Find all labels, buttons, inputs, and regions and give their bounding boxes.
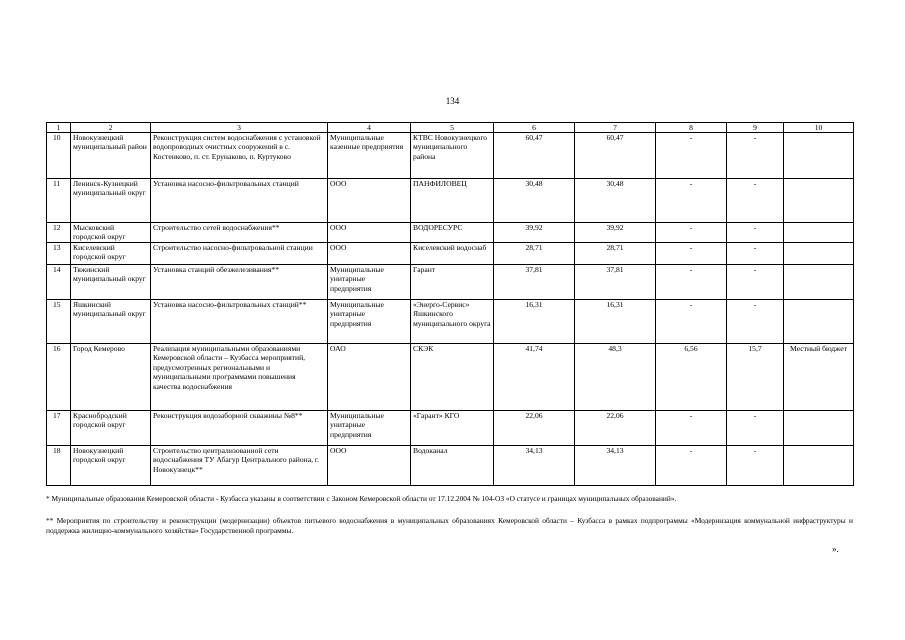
- organization-name-cell: СКЭК: [411, 344, 494, 411]
- activity-cell: Установка станций обезжелезивания**: [151, 265, 328, 300]
- municipality-cell: Киселевский городской округ: [71, 243, 151, 265]
- organization-name-cell: «Гарант» КГО: [411, 411, 494, 446]
- value-col8-cell: -: [656, 300, 727, 344]
- row-number-cell: 13: [47, 243, 71, 265]
- row-number-cell: 12: [47, 223, 71, 243]
- value-col6-cell: 39,92: [494, 223, 575, 243]
- value-col8-cell: -: [656, 243, 727, 265]
- value-col8-cell: -: [656, 265, 727, 300]
- organization-form-cell: Муниципальные унитарные предприятия: [328, 300, 411, 344]
- table-row: [47, 179, 854, 223]
- organization-name-cell: Гарант: [411, 265, 494, 300]
- row-number-cell: 17: [47, 411, 71, 446]
- organization-name-cell: Водоканал: [411, 446, 494, 486]
- value-col6-cell: 16,31: [494, 300, 575, 344]
- organization-name-cell: «Энерго-Сервис» Яшкинского муниципального округа: [411, 300, 494, 344]
- value-col9-cell: -: [727, 265, 784, 300]
- municipality-cell: Яшкинский муниципальный округ: [71, 300, 151, 344]
- footnote-measures: ** Мероприятия по строительству и реконструкции (модернизации) объектов питьевого водоснабжения в муниципальных образованиях Кемеровской области – Кузбасса в рамках подпрограммы «Модернизация коммунальной инфраструктуры и поддержка жилищно-коммунального хозяйства» Государственной программы.: [46, 516, 853, 535]
- value-col9-cell: -: [727, 223, 784, 243]
- funding-source-cell: [784, 446, 854, 486]
- value-col7-cell: 39,92: [575, 223, 656, 243]
- header-cell: 5: [411, 123, 494, 133]
- value-col9-cell: -: [727, 300, 784, 344]
- value-col6-cell: 34,13: [494, 446, 575, 486]
- value-col7-cell: 37,81: [575, 265, 656, 300]
- row-number-cell: 15: [47, 300, 71, 344]
- header-cell: 7: [575, 123, 656, 133]
- table-row: [47, 265, 854, 300]
- table-row: [47, 411, 854, 446]
- value-col6-cell: 22,06: [494, 411, 575, 446]
- activity-cell: Установка насосно-фильтровальных станций: [151, 179, 328, 223]
- table-row: [47, 300, 854, 344]
- organization-form-cell: Муниципальные казенные предприятия: [328, 133, 411, 179]
- activity-cell: Реконструкция систем водоснабжения с установкой водопроводных очистных сооружений в с. Костенково, п. ст. Ерунаково, п. Куртуково: [151, 133, 328, 179]
- value-col7-cell: 48,3: [575, 344, 656, 411]
- activity-cell: Строительство централизованной сети водоснабжения ТУ Абагур Центрального района, г. Новокузнецк**: [151, 446, 328, 486]
- value-col8-cell: 6,56: [656, 344, 727, 411]
- value-col6-cell: 30,48: [494, 179, 575, 223]
- value-col6-cell: 41,74: [494, 344, 575, 411]
- municipality-cell: Тяжинский муниципальный округ: [71, 265, 151, 300]
- funding-source-cell: [784, 243, 854, 265]
- value-col6-cell: 37,81: [494, 265, 575, 300]
- value-col7-cell: 16,31: [575, 300, 656, 344]
- organization-form-cell: ООО: [328, 446, 411, 486]
- organization-name-cell: КТВС Новокузнецкого муниципального района: [411, 133, 494, 179]
- header-cell: 2: [71, 123, 151, 133]
- table-row: [47, 243, 854, 265]
- header-cell: 10: [784, 123, 854, 133]
- activity-cell: Установка насосно-фильтровальных станций**: [151, 300, 328, 344]
- table-row: [47, 446, 854, 486]
- value-col7-cell: 34,13: [575, 446, 656, 486]
- value-col9-cell: -: [727, 411, 784, 446]
- header-cell: 3: [151, 123, 328, 133]
- value-col8-cell: -: [656, 133, 727, 179]
- funding-source-cell: [784, 300, 854, 344]
- value-col9-cell: 15,7: [727, 344, 784, 411]
- funding-source-cell: [784, 179, 854, 223]
- funding-source-cell: [784, 411, 854, 446]
- projects-table: [46, 122, 854, 486]
- municipality-cell: Ленинск-Кузнецкий муниципальный округ: [71, 179, 151, 223]
- value-col7-cell: 30,48: [575, 179, 656, 223]
- value-col9-cell: -: [727, 243, 784, 265]
- row-number-cell: 11: [47, 179, 71, 223]
- activity-cell: Реконструкция водозаборной скважины №8**: [151, 411, 328, 446]
- row-number-cell: 18: [47, 446, 71, 486]
- funding-source-cell: Местный бюджет: [784, 344, 854, 411]
- municipality-cell: Мысковский городской округ: [71, 223, 151, 243]
- organization-form-cell: ООО: [328, 179, 411, 223]
- header-cell: 6: [494, 123, 575, 133]
- value-col8-cell: -: [656, 446, 727, 486]
- value-col9-cell: -: [727, 133, 784, 179]
- organization-form-cell: ООО: [328, 243, 411, 265]
- activity-cell: Строительство насосно-фильтровальной станции: [151, 243, 328, 265]
- header-cell: 9: [727, 123, 784, 133]
- table-row: [47, 133, 854, 179]
- organization-name-cell: ВОДОРЕСУРС: [411, 223, 494, 243]
- value-col8-cell: -: [656, 179, 727, 223]
- header-row: [47, 123, 854, 133]
- value-col7-cell: 22,06: [575, 411, 656, 446]
- municipality-cell: Новокузнецкий городской округ: [71, 446, 151, 486]
- value-col6-cell: 28,71: [494, 243, 575, 265]
- table-row: [47, 344, 854, 411]
- municipality-cell: Краснобродский городской округ: [71, 411, 151, 446]
- row-number-cell: 14: [47, 265, 71, 300]
- funding-source-cell: [784, 265, 854, 300]
- organization-form-cell: ООО: [328, 223, 411, 243]
- value-col6-cell: 60,47: [494, 133, 575, 179]
- row-number-cell: 10: [47, 133, 71, 179]
- value-col9-cell: -: [727, 446, 784, 486]
- footnote-municipalities: * Муниципальные образования Кемеровской области - Кузбасса указаны в соответствии с Законом Кемеровской области от 17.12.2004 № 104-ОЗ «О статусе и границах муниципальных образований».: [46, 494, 677, 503]
- value-col8-cell: -: [656, 223, 727, 243]
- value-col7-cell: 28,71: [575, 243, 656, 265]
- table-row: [47, 223, 854, 243]
- value-col8-cell: -: [656, 411, 727, 446]
- value-col7-cell: 60,47: [575, 133, 656, 179]
- header-cell: 8: [656, 123, 727, 133]
- closing-quote: ».: [832, 544, 839, 554]
- municipality-cell: Город Кемерово: [71, 344, 151, 411]
- page-number: 134: [445, 96, 460, 106]
- header-cell: 1: [47, 123, 71, 133]
- funding-source-cell: [784, 223, 854, 243]
- value-col9-cell: -: [727, 179, 784, 223]
- activity-cell: Реализация муниципальными образованиями Кемеровской области – Кузбасса мероприятий, предусмотренных региональными и муниципальными программами повышения качества водоснабжения: [151, 344, 328, 411]
- municipality-cell: Новокузнецкий муниципальный район: [71, 133, 151, 179]
- funding-source-cell: [784, 133, 854, 179]
- organization-name-cell: Киселевский водоснаб: [411, 243, 494, 265]
- organization-form-cell: Муниципальные унитарные предприятия: [328, 265, 411, 300]
- organization-form-cell: Муниципальные унитарные предприятия: [328, 411, 411, 446]
- header-cell: 4: [328, 123, 411, 133]
- organization-form-cell: ОАО: [328, 344, 411, 411]
- row-number-cell: 16: [47, 344, 71, 411]
- organization-name-cell: ПАНФИЛОВЕЦ: [411, 179, 494, 223]
- activity-cell: Строительство сетей водоснабжения**: [151, 223, 328, 243]
